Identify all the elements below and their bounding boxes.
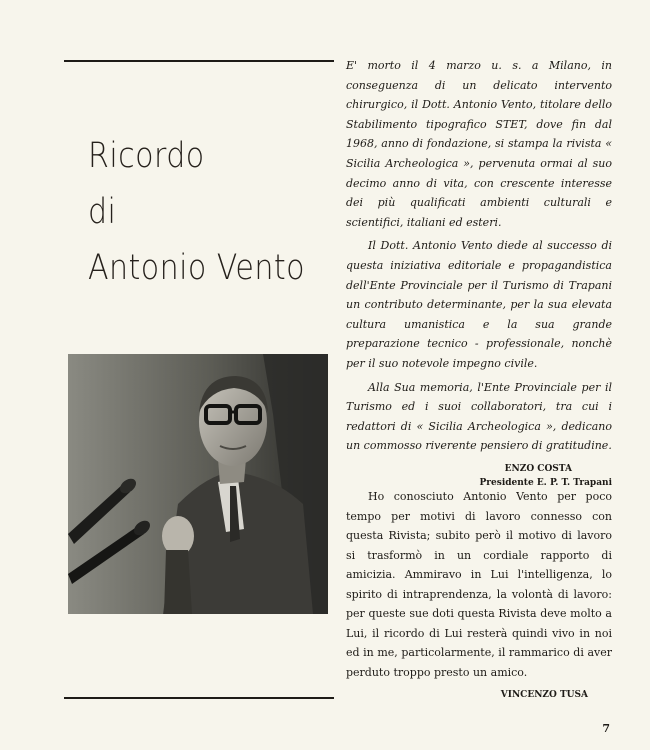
tribute-column-2 xyxy=(346,487,612,702)
signature-name-1: ENZO COSTA xyxy=(504,463,572,474)
page-number: 7 xyxy=(602,722,610,735)
signature-role-1: Presidente E. P. T. Trapani xyxy=(479,477,612,488)
bottom-rule xyxy=(64,697,334,699)
portrait-photo xyxy=(68,354,328,614)
title-line-3: Antonio Vento xyxy=(88,248,305,288)
portrait-photo-illustration xyxy=(68,354,328,614)
tribute2-paragraph: Ho conosciuto Antonio Vento per poco tempo per motivi di lavoro connesso con questa Rivista; subito però il motivo di lavoro si trasformò in un cordiale rapporto di amicizia. Ammiravo in Lui l'intelligenza, lo spirito di intraprendenza, la volontà di lavoro: per queste sue doti questa Rivista deve molto a Lui, il ricordo di Lui resterà quindi vivo in noi ed in me, particolarmente, il rammarico di aver perduto troppo presto un amico. xyxy=(346,490,612,679)
top-rule xyxy=(64,60,334,62)
title-line-1: Ricordo xyxy=(88,136,205,176)
article-title xyxy=(88,128,338,296)
tribute-column-1 xyxy=(346,56,612,490)
signature-name-2: VINCENZO TUSA xyxy=(500,690,588,700)
title-line-2: di xyxy=(88,192,117,232)
tribute1-paragraph-1: E' morto il 4 marzo u. s. a Milano, in conseguenza di un delicato intervento chirurgico, il Dott. Antonio Vento, titolare dello Stabilimento tipografico STET, dove fin dal 1968, anno di fondazione, si stampa la rivista « Sicilia Archeologica », pervenuta ormai al suo decimo anno di vita, con crescente interesse dei più qualificati ambienti culturali e scientifici, italiani ed esteri. xyxy=(346,59,612,229)
tribute1-paragraph-2: Il Dott. Antonio Vento diede al successo di questa iniziativa editoriale e propagandistica dell'Ente Provinciale per il Turismo di Trapani un contributo determinante, per la sua elevata cultura umanistica e la sua grande preparazione tecnico - professionale, nonchè per il suo notevole impegno civile. xyxy=(346,239,612,370)
tribute1-paragraph-3: Alla Sua memoria, l'Ente Provinciale per il Turismo ed i suoi collaboratori, tra cui i redattori di « Sicilia Archeologica », dedicano un commosso riverente pensiero di gratitudine. xyxy=(346,380,612,453)
